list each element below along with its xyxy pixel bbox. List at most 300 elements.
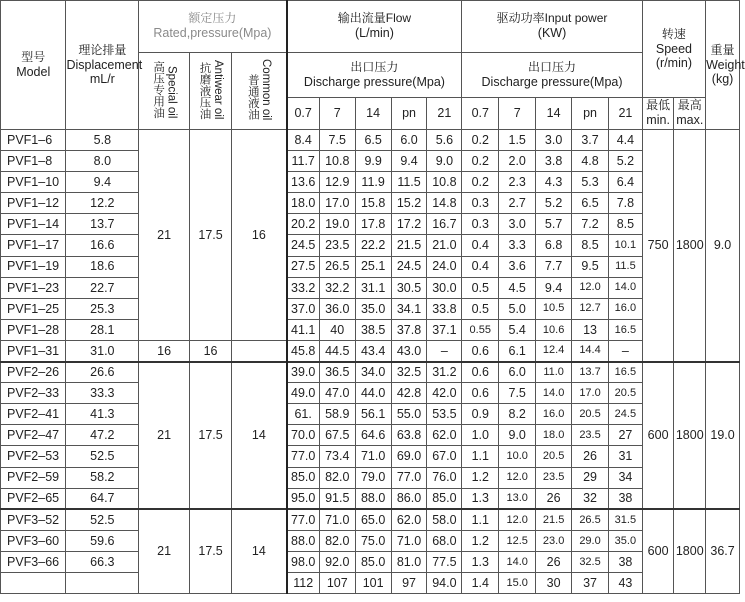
flow-cell: 61. bbox=[287, 404, 320, 425]
flow-cell: 85.0 bbox=[427, 488, 462, 509]
model-cell: PVF2–26 bbox=[1, 362, 66, 383]
power-cell: 3.3 bbox=[499, 235, 536, 256]
flow-cell: 107 bbox=[319, 572, 355, 593]
power-cell: 2.3 bbox=[499, 172, 536, 193]
power-cell: 14.0 bbox=[499, 551, 536, 572]
table-row bbox=[1, 551, 740, 572]
flow-cell: 77.5 bbox=[427, 551, 462, 572]
model-cell: PVF2–41 bbox=[1, 404, 66, 425]
flow-cell: 32.5 bbox=[391, 362, 427, 383]
power-cell: 13.0 bbox=[499, 488, 536, 509]
power-cell: 5.7 bbox=[536, 214, 572, 235]
header-power-discharge-zh: 出口压力 bbox=[528, 59, 577, 74]
displacement-cell: 66.3 bbox=[66, 551, 139, 572]
table-row bbox=[1, 235, 740, 256]
power-cell: 4.5 bbox=[499, 277, 536, 298]
power-col-3: pn bbox=[572, 98, 609, 130]
flow-cell: 37.0 bbox=[287, 298, 320, 319]
power-cell: 8.5 bbox=[572, 235, 609, 256]
power-cell: 27 bbox=[609, 425, 643, 446]
power-cell: 0.5 bbox=[462, 277, 499, 298]
table-row bbox=[1, 404, 740, 425]
flow-cell: 26.5 bbox=[319, 256, 355, 277]
displacement-cell: 8.0 bbox=[66, 151, 139, 172]
header-displacement-zh: 理论排量 bbox=[78, 42, 127, 57]
header-speed-unit: (r/min) bbox=[655, 55, 692, 70]
power-cell: 0.5 bbox=[462, 298, 499, 319]
flow-cell: 101 bbox=[355, 572, 391, 593]
power-cell: 3.8 bbox=[536, 151, 572, 172]
flow-cell: 38.5 bbox=[355, 319, 391, 340]
flow-cell: 68.0 bbox=[427, 530, 462, 551]
power-cell: 32.5 bbox=[572, 551, 609, 572]
displacement-cell: 58.2 bbox=[66, 467, 139, 488]
flow-cell: 62.0 bbox=[427, 425, 462, 446]
displacement-cell: 12.2 bbox=[66, 193, 139, 214]
header-flow-unit: (L/min) bbox=[354, 26, 394, 41]
displacement-cell: 31.0 bbox=[66, 340, 139, 361]
common-oil-pressure-cell: 14 bbox=[232, 362, 287, 510]
flow-col-2: 14 bbox=[355, 98, 391, 130]
flow-cell: 23.5 bbox=[319, 235, 355, 256]
power-cell: 20.5 bbox=[536, 446, 572, 467]
power-cell: 8.5 bbox=[609, 214, 643, 235]
antiwear-oil-pressure-cell: 17.5 bbox=[189, 362, 231, 510]
header-speed-min-en: min. bbox=[646, 113, 670, 128]
power-cell: 16.5 bbox=[609, 362, 643, 383]
displacement-cell: 59.6 bbox=[66, 530, 139, 551]
speed-min-cell: 600 bbox=[642, 509, 674, 593]
model-cell: PVF1–31 bbox=[1, 340, 66, 361]
power-cell: 2.7 bbox=[499, 193, 536, 214]
header-rated-pressure-en: Rated,pressure(Mpa) bbox=[153, 26, 272, 41]
header-weight-zh: 重量 bbox=[710, 42, 735, 57]
flow-cell: 112 bbox=[287, 572, 320, 593]
power-cell: 5.3 bbox=[572, 172, 609, 193]
table-row bbox=[1, 530, 740, 551]
power-cell: 14.4 bbox=[572, 340, 609, 361]
power-cell: 1.4 bbox=[462, 572, 499, 593]
table-row bbox=[1, 446, 740, 467]
header-power bbox=[462, 1, 642, 53]
header-antiwear-oil-en: Antiwear oil bbox=[211, 59, 224, 120]
model-cell: PVF3–52 bbox=[1, 509, 66, 530]
displacement-cell: 22.7 bbox=[66, 277, 139, 298]
power-cell: 20.5 bbox=[572, 404, 609, 425]
flow-cell: 30.5 bbox=[391, 277, 427, 298]
power-cell: 10.6 bbox=[536, 319, 572, 340]
table-row bbox=[1, 172, 740, 193]
flow-col-1: 7 bbox=[319, 98, 355, 130]
power-cell: 13 bbox=[572, 319, 609, 340]
flow-cell: 33.2 bbox=[287, 277, 320, 298]
speed-min-cell: 750 bbox=[642, 130, 674, 362]
power-cell: 4.3 bbox=[536, 172, 572, 193]
flow-cell: 71.0 bbox=[319, 509, 355, 530]
power-cell: 11.0 bbox=[536, 362, 572, 383]
flow-cell: 11.7 bbox=[287, 151, 320, 172]
power-cell: 12.7 bbox=[572, 298, 609, 319]
power-cell: 31 bbox=[609, 446, 643, 467]
speed-max-cell: 1800 bbox=[674, 509, 706, 593]
header-flow-title: 输出流量Flow bbox=[337, 11, 412, 26]
flow-cell: 6.0 bbox=[391, 130, 427, 151]
header-speed-max-zh: 最高 bbox=[677, 98, 702, 113]
header-displacement-unit: mL/r bbox=[89, 71, 115, 86]
flow-cell: 92.0 bbox=[319, 551, 355, 572]
power-cell: 17.0 bbox=[572, 383, 609, 404]
flow-cell: 43.4 bbox=[355, 340, 391, 361]
displacement-cell: 25.3 bbox=[66, 298, 139, 319]
flow-cell: 15.8 bbox=[355, 193, 391, 214]
power-col-2: 14 bbox=[536, 98, 572, 130]
common-oil-pressure-cell bbox=[232, 340, 287, 361]
displacement-cell: 47.2 bbox=[66, 425, 139, 446]
power-cell: 6.4 bbox=[609, 172, 643, 193]
power-cell: 26 bbox=[536, 551, 572, 572]
power-cell: 31.5 bbox=[609, 509, 643, 530]
flow-cell: 77.0 bbox=[391, 467, 427, 488]
flow-cell: 22.2 bbox=[355, 235, 391, 256]
power-cell: 12.4 bbox=[536, 340, 572, 361]
power-cell: 3.0 bbox=[499, 214, 536, 235]
table-row bbox=[1, 425, 740, 446]
speed-max-cell: 1800 bbox=[674, 130, 706, 362]
power-cell: 0.9 bbox=[462, 404, 499, 425]
flow-cell: 91.5 bbox=[319, 488, 355, 509]
table-row bbox=[1, 214, 740, 235]
power-cell: 26.5 bbox=[572, 509, 609, 530]
power-cell: 6.1 bbox=[499, 340, 536, 361]
header-flow-discharge bbox=[287, 53, 462, 98]
flow-cell: 41.1 bbox=[287, 319, 320, 340]
power-cell: 0.55 bbox=[462, 319, 499, 340]
header-special-oil bbox=[139, 53, 190, 130]
flow-cell: 17.8 bbox=[355, 214, 391, 235]
header-antiwear-oil bbox=[189, 53, 231, 130]
table-row bbox=[1, 193, 740, 214]
flow-cell: 9.0 bbox=[427, 151, 462, 172]
flow-cell: 31.2 bbox=[427, 362, 462, 383]
flow-cell: 30.0 bbox=[427, 277, 462, 298]
power-cell: 0.4 bbox=[462, 235, 499, 256]
antiwear-oil-pressure-cell: 17.5 bbox=[189, 509, 231, 593]
flow-cell: 82.0 bbox=[319, 467, 355, 488]
model-cell: PVF2–47 bbox=[1, 425, 66, 446]
power-cell: 12.5 bbox=[499, 530, 536, 551]
model-cell: PVF1–10 bbox=[1, 172, 66, 193]
flow-cell: 88.0 bbox=[287, 530, 320, 551]
power-cell: 6.5 bbox=[572, 193, 609, 214]
flow-cell: 39.0 bbox=[287, 362, 320, 383]
flow-cell: 58.9 bbox=[319, 404, 355, 425]
flow-cell: 9.4 bbox=[391, 151, 427, 172]
flow-cell: 10.8 bbox=[427, 172, 462, 193]
power-cell: 12.0 bbox=[499, 467, 536, 488]
displacement-cell: 52.5 bbox=[66, 446, 139, 467]
displacement-cell: 16.6 bbox=[66, 235, 139, 256]
flow-cell: 62.0 bbox=[391, 509, 427, 530]
table-row bbox=[1, 509, 740, 530]
power-cell: 26 bbox=[536, 488, 572, 509]
flow-cell: 16.7 bbox=[427, 214, 462, 235]
power-cell: 38 bbox=[609, 488, 643, 509]
power-cell: 23.5 bbox=[536, 467, 572, 488]
flow-cell: 42.0 bbox=[427, 383, 462, 404]
power-cell: 0.6 bbox=[462, 340, 499, 361]
flow-cell: 45.8 bbox=[287, 340, 320, 361]
flow-cell: 24.0 bbox=[427, 256, 462, 277]
power-cell: 26 bbox=[572, 446, 609, 467]
table-row bbox=[1, 319, 740, 340]
header-power-title: 驱动功率Input power bbox=[496, 11, 608, 26]
speed-min-cell: 600 bbox=[642, 362, 674, 510]
model-cell: PVF2–53 bbox=[1, 446, 66, 467]
flow-cell: 14.8 bbox=[427, 193, 462, 214]
power-cell: 6.0 bbox=[499, 362, 536, 383]
flow-cell: 85.0 bbox=[355, 551, 391, 572]
model-cell: PVF1–6 bbox=[1, 130, 66, 151]
flow-cell: 19.0 bbox=[319, 214, 355, 235]
flow-cell: 24.5 bbox=[391, 256, 427, 277]
power-cell: 16.0 bbox=[536, 404, 572, 425]
flow-cell: 49.0 bbox=[287, 383, 320, 404]
flow-cell: 44.0 bbox=[355, 383, 391, 404]
flow-col-3: pn bbox=[391, 98, 427, 130]
power-cell: 5.2 bbox=[536, 193, 572, 214]
power-cell: 12.0 bbox=[499, 509, 536, 530]
table-row bbox=[1, 340, 740, 361]
power-cell: 34 bbox=[609, 467, 643, 488]
header-weight bbox=[706, 1, 745, 130]
model-cell bbox=[1, 572, 66, 593]
power-cell: 0.3 bbox=[462, 193, 499, 214]
flow-cell: 69.0 bbox=[391, 446, 427, 467]
power-cell: 3.7 bbox=[572, 130, 609, 151]
power-cell: 0.2 bbox=[462, 172, 499, 193]
flow-cell: 71.0 bbox=[391, 530, 427, 551]
model-cell: PVF3–66 bbox=[1, 551, 66, 572]
power-cell: 35.0 bbox=[609, 530, 643, 551]
special-oil-pressure-cell: 21 bbox=[139, 509, 190, 593]
flow-cell: 36.0 bbox=[319, 298, 355, 319]
power-cell: 0.6 bbox=[462, 383, 499, 404]
power-cell: 43 bbox=[609, 572, 643, 593]
common-oil-pressure-cell: 14 bbox=[232, 509, 287, 593]
table-row bbox=[1, 256, 740, 277]
flow-cell: 37.1 bbox=[427, 319, 462, 340]
displacement-cell: 33.3 bbox=[66, 383, 139, 404]
flow-cell: 25.1 bbox=[355, 256, 391, 277]
displacement-cell: 28.1 bbox=[66, 319, 139, 340]
power-cell: 1.1 bbox=[462, 446, 499, 467]
power-cell: 1.0 bbox=[462, 425, 499, 446]
flow-cell: 20.2 bbox=[287, 214, 320, 235]
flow-cell: 27.5 bbox=[287, 256, 320, 277]
power-cell: 7.8 bbox=[609, 193, 643, 214]
model-cell: PVF3–60 bbox=[1, 530, 66, 551]
displacement-cell: 9.4 bbox=[66, 172, 139, 193]
flow-cell: 65.0 bbox=[355, 509, 391, 530]
header-common-oil bbox=[232, 53, 287, 130]
special-oil-pressure-cell: 21 bbox=[139, 130, 190, 341]
flow-cell: 15.2 bbox=[391, 193, 427, 214]
flow-cell: 12.9 bbox=[319, 172, 355, 193]
flow-cell: 47.0 bbox=[319, 383, 355, 404]
flow-cell: 53.5 bbox=[427, 404, 462, 425]
flow-cell: 98.0 bbox=[287, 551, 320, 572]
header-model-zh: 型号 bbox=[21, 49, 46, 64]
flow-cell: 75.0 bbox=[355, 530, 391, 551]
power-cell: 30 bbox=[536, 572, 572, 593]
flow-cell: 81.0 bbox=[391, 551, 427, 572]
flow-cell: 35.0 bbox=[355, 298, 391, 319]
special-oil-pressure-cell: 21 bbox=[139, 362, 190, 510]
antiwear-oil-pressure-cell: 17.5 bbox=[189, 130, 231, 341]
header-rated-pressure bbox=[139, 1, 287, 53]
power-cell: 38 bbox=[609, 551, 643, 572]
power-cell: 23.0 bbox=[536, 530, 572, 551]
header-speed-en: Speed bbox=[655, 41, 693, 56]
power-cell: 9.0 bbox=[499, 425, 536, 446]
power-col-1: 7 bbox=[499, 98, 536, 130]
flow-cell: – bbox=[427, 340, 462, 361]
header-antiwear-oil-zh: 抗磨液压油 bbox=[198, 61, 211, 120]
header-displacement bbox=[66, 1, 143, 130]
header-speed-min-zh: 最低 bbox=[646, 98, 671, 113]
flow-cell: 77.0 bbox=[287, 446, 320, 467]
table-row bbox=[1, 151, 740, 172]
power-cell: 1.2 bbox=[462, 530, 499, 551]
flow-cell: 71.0 bbox=[355, 446, 391, 467]
displacement-cell: 5.8 bbox=[66, 130, 139, 151]
table-row bbox=[1, 488, 740, 509]
header-speed bbox=[642, 1, 705, 98]
flow-cell: 42.8 bbox=[391, 383, 427, 404]
table-row bbox=[1, 130, 740, 151]
flow-cell: 17.2 bbox=[391, 214, 427, 235]
header-rated-pressure-zh: 额定压力 bbox=[188, 11, 237, 26]
power-cell: 1.5 bbox=[499, 130, 536, 151]
power-cell: 1.1 bbox=[462, 509, 499, 530]
flow-cell: 5.6 bbox=[427, 130, 462, 151]
header-weight-unit: (kg) bbox=[711, 71, 734, 86]
header-weight-en: Weight bbox=[706, 57, 745, 72]
header-model bbox=[1, 1, 66, 130]
displacement-cell: 52.5 bbox=[66, 509, 139, 530]
table-row bbox=[1, 277, 740, 298]
power-cell: 0.4 bbox=[462, 256, 499, 277]
model-cell: PVF2–33 bbox=[1, 383, 66, 404]
flow-col-0: 0.7 bbox=[287, 98, 320, 130]
power-cell: 3.0 bbox=[536, 130, 572, 151]
header-displacement-en: Displacement bbox=[66, 57, 143, 72]
table-row bbox=[1, 362, 740, 383]
displacement-cell: 64.7 bbox=[66, 488, 139, 509]
flow-cell: 9.9 bbox=[355, 151, 391, 172]
displacement-cell: 18.6 bbox=[66, 256, 139, 277]
displacement-cell: 13.7 bbox=[66, 214, 139, 235]
header-power-unit: (KW) bbox=[537, 26, 567, 41]
flow-cell: 55.0 bbox=[391, 404, 427, 425]
weight-cell: 19.0 bbox=[706, 362, 740, 510]
flow-cell: 73.4 bbox=[319, 446, 355, 467]
model-cell: PVF1–23 bbox=[1, 277, 66, 298]
flow-cell: 94.0 bbox=[427, 572, 462, 593]
power-cell: 14.0 bbox=[536, 383, 572, 404]
flow-cell: 86.0 bbox=[391, 488, 427, 509]
displacement-cell: 41.3 bbox=[66, 404, 139, 425]
power-cell: 3.6 bbox=[499, 256, 536, 277]
power-cell: 12.0 bbox=[572, 277, 609, 298]
power-cell: 10.5 bbox=[536, 298, 572, 319]
power-cell: 11.5 bbox=[609, 256, 643, 277]
table-row bbox=[1, 383, 740, 404]
flow-col-4: 21 bbox=[427, 98, 462, 130]
common-oil-pressure-cell: 16 bbox=[232, 130, 287, 341]
flow-cell: 88.0 bbox=[355, 488, 391, 509]
model-cell: PVF2–59 bbox=[1, 467, 66, 488]
power-cell: 10.0 bbox=[499, 446, 536, 467]
flow-cell: 79.0 bbox=[355, 467, 391, 488]
header-flow-discharge-en: Discharge pressure(Mpa) bbox=[303, 74, 445, 89]
flow-cell: 34.1 bbox=[391, 298, 427, 319]
header-speed-max-en: max. bbox=[676, 113, 704, 128]
power-cell: 37 bbox=[572, 572, 609, 593]
power-cell: 21.5 bbox=[536, 509, 572, 530]
power-cell: 16.0 bbox=[609, 298, 643, 319]
displacement-cell bbox=[66, 572, 139, 593]
header-power-discharge-en: Discharge pressure(Mpa) bbox=[481, 74, 623, 89]
flow-cell: 85.0 bbox=[287, 467, 320, 488]
power-cell: 0.6 bbox=[462, 362, 499, 383]
weight-cell: 36.7 bbox=[706, 509, 740, 593]
flow-cell: 34.0 bbox=[355, 362, 391, 383]
power-cell: 13.7 bbox=[572, 362, 609, 383]
table-row bbox=[1, 572, 740, 593]
power-cell: 14.0 bbox=[609, 277, 643, 298]
power-cell: 9.5 bbox=[572, 256, 609, 277]
power-cell: 4.4 bbox=[609, 130, 643, 151]
flow-cell: 6.5 bbox=[355, 130, 391, 151]
power-cell: 23.5 bbox=[572, 425, 609, 446]
power-cell: – bbox=[609, 340, 643, 361]
header-flow bbox=[287, 1, 462, 53]
flow-cell: 63.8 bbox=[391, 425, 427, 446]
power-cell: 1.3 bbox=[462, 551, 499, 572]
power-cell: 1.3 bbox=[462, 488, 499, 509]
flow-cell: 37.8 bbox=[391, 319, 427, 340]
power-cell: 1.2 bbox=[462, 467, 499, 488]
model-cell: PVF1–17 bbox=[1, 235, 66, 256]
flow-cell: 11.5 bbox=[391, 172, 427, 193]
flow-cell: 64.6 bbox=[355, 425, 391, 446]
flow-cell: 67.5 bbox=[319, 425, 355, 446]
flow-cell: 70.0 bbox=[287, 425, 320, 446]
power-cell: 32 bbox=[572, 488, 609, 509]
flow-cell: 13.6 bbox=[287, 172, 320, 193]
power-cell: 5.0 bbox=[499, 298, 536, 319]
header-power-discharge bbox=[462, 53, 642, 98]
flow-cell: 58.0 bbox=[427, 509, 462, 530]
table-row bbox=[1, 467, 740, 488]
power-cell: 16.5 bbox=[609, 319, 643, 340]
flow-cell: 76.0 bbox=[427, 467, 462, 488]
weight-cell: 9.0 bbox=[706, 130, 740, 362]
flow-cell: 56.1 bbox=[355, 404, 391, 425]
power-cell: 7.7 bbox=[536, 256, 572, 277]
header-model-en: Model bbox=[16, 64, 51, 79]
